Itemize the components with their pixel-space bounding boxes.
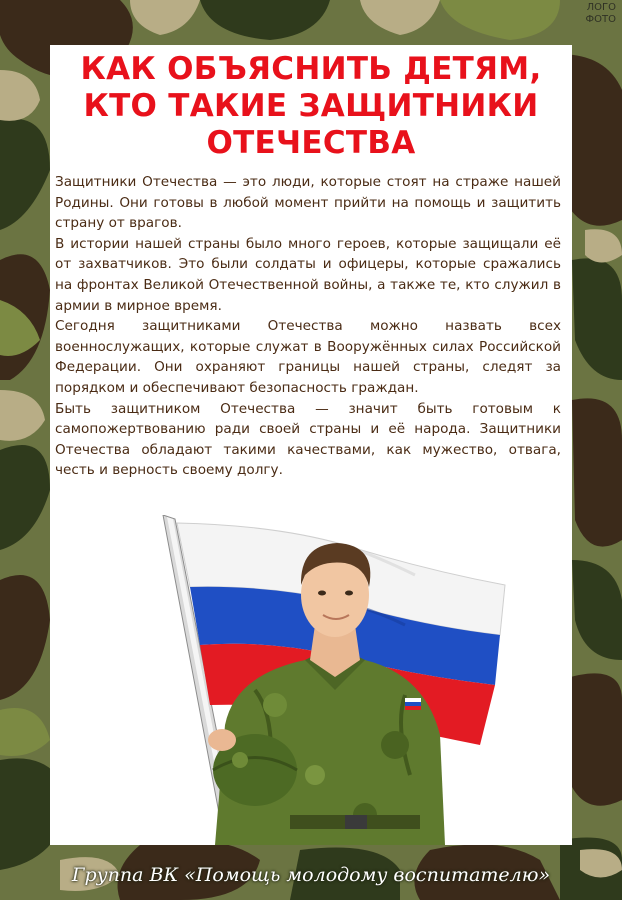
article-body bbox=[55, 172, 561, 481]
title-line-3: ОТЕЧЕСТВА bbox=[206, 125, 416, 161]
paragraph-2: В истории нашей страны было много героев, которые защищали её от захватчиков. Это были солдаты и офицеры, которые сражались на фронтах Великой Отечественной войны, а также те, кто служил в армии в мирное время. bbox=[55, 235, 561, 314]
paragraph-4: Быть защитником Отечества — значит быть готовым к самопожертвованию ради своей страны и её народа. Защитники Отечества обладают такими качествами, как мужество, отвага, честь и верность своему долгу. bbox=[55, 400, 561, 479]
paragraph-3: Сегодня защитниками Отечества можно назвать всех военнослужащих, которые служат в Вооружённых силах Российской Федерации. Они охраняют границы нашей страны, следят за порядком и обеспечивают безопасность граждан. bbox=[55, 318, 561, 396]
page-title bbox=[50, 51, 572, 162]
watermark-line-2: ФОТО bbox=[585, 14, 616, 25]
paragraph-1: Защитники Отечества — это люди, которые стоят на страже нашей Родины. Они готовы в любой момент прийти на помощь и защитить страну от врагов. bbox=[55, 174, 561, 232]
title-line-2: КТО ТАКИЕ ЗАЩИТНИКИ bbox=[83, 88, 539, 124]
title-line-1: КАК ОБЪЯСНИТЬ ДЕТЯМ, bbox=[80, 51, 542, 87]
soldier-with-flag-illustration bbox=[155, 515, 515, 845]
corner-watermark bbox=[586, 2, 616, 26]
footer-credit: Группа ВК «Помощь молодому воспитателю» bbox=[71, 864, 551, 886]
content-panel bbox=[50, 45, 572, 845]
watermark-line-1: ЛОГО bbox=[586, 2, 616, 13]
